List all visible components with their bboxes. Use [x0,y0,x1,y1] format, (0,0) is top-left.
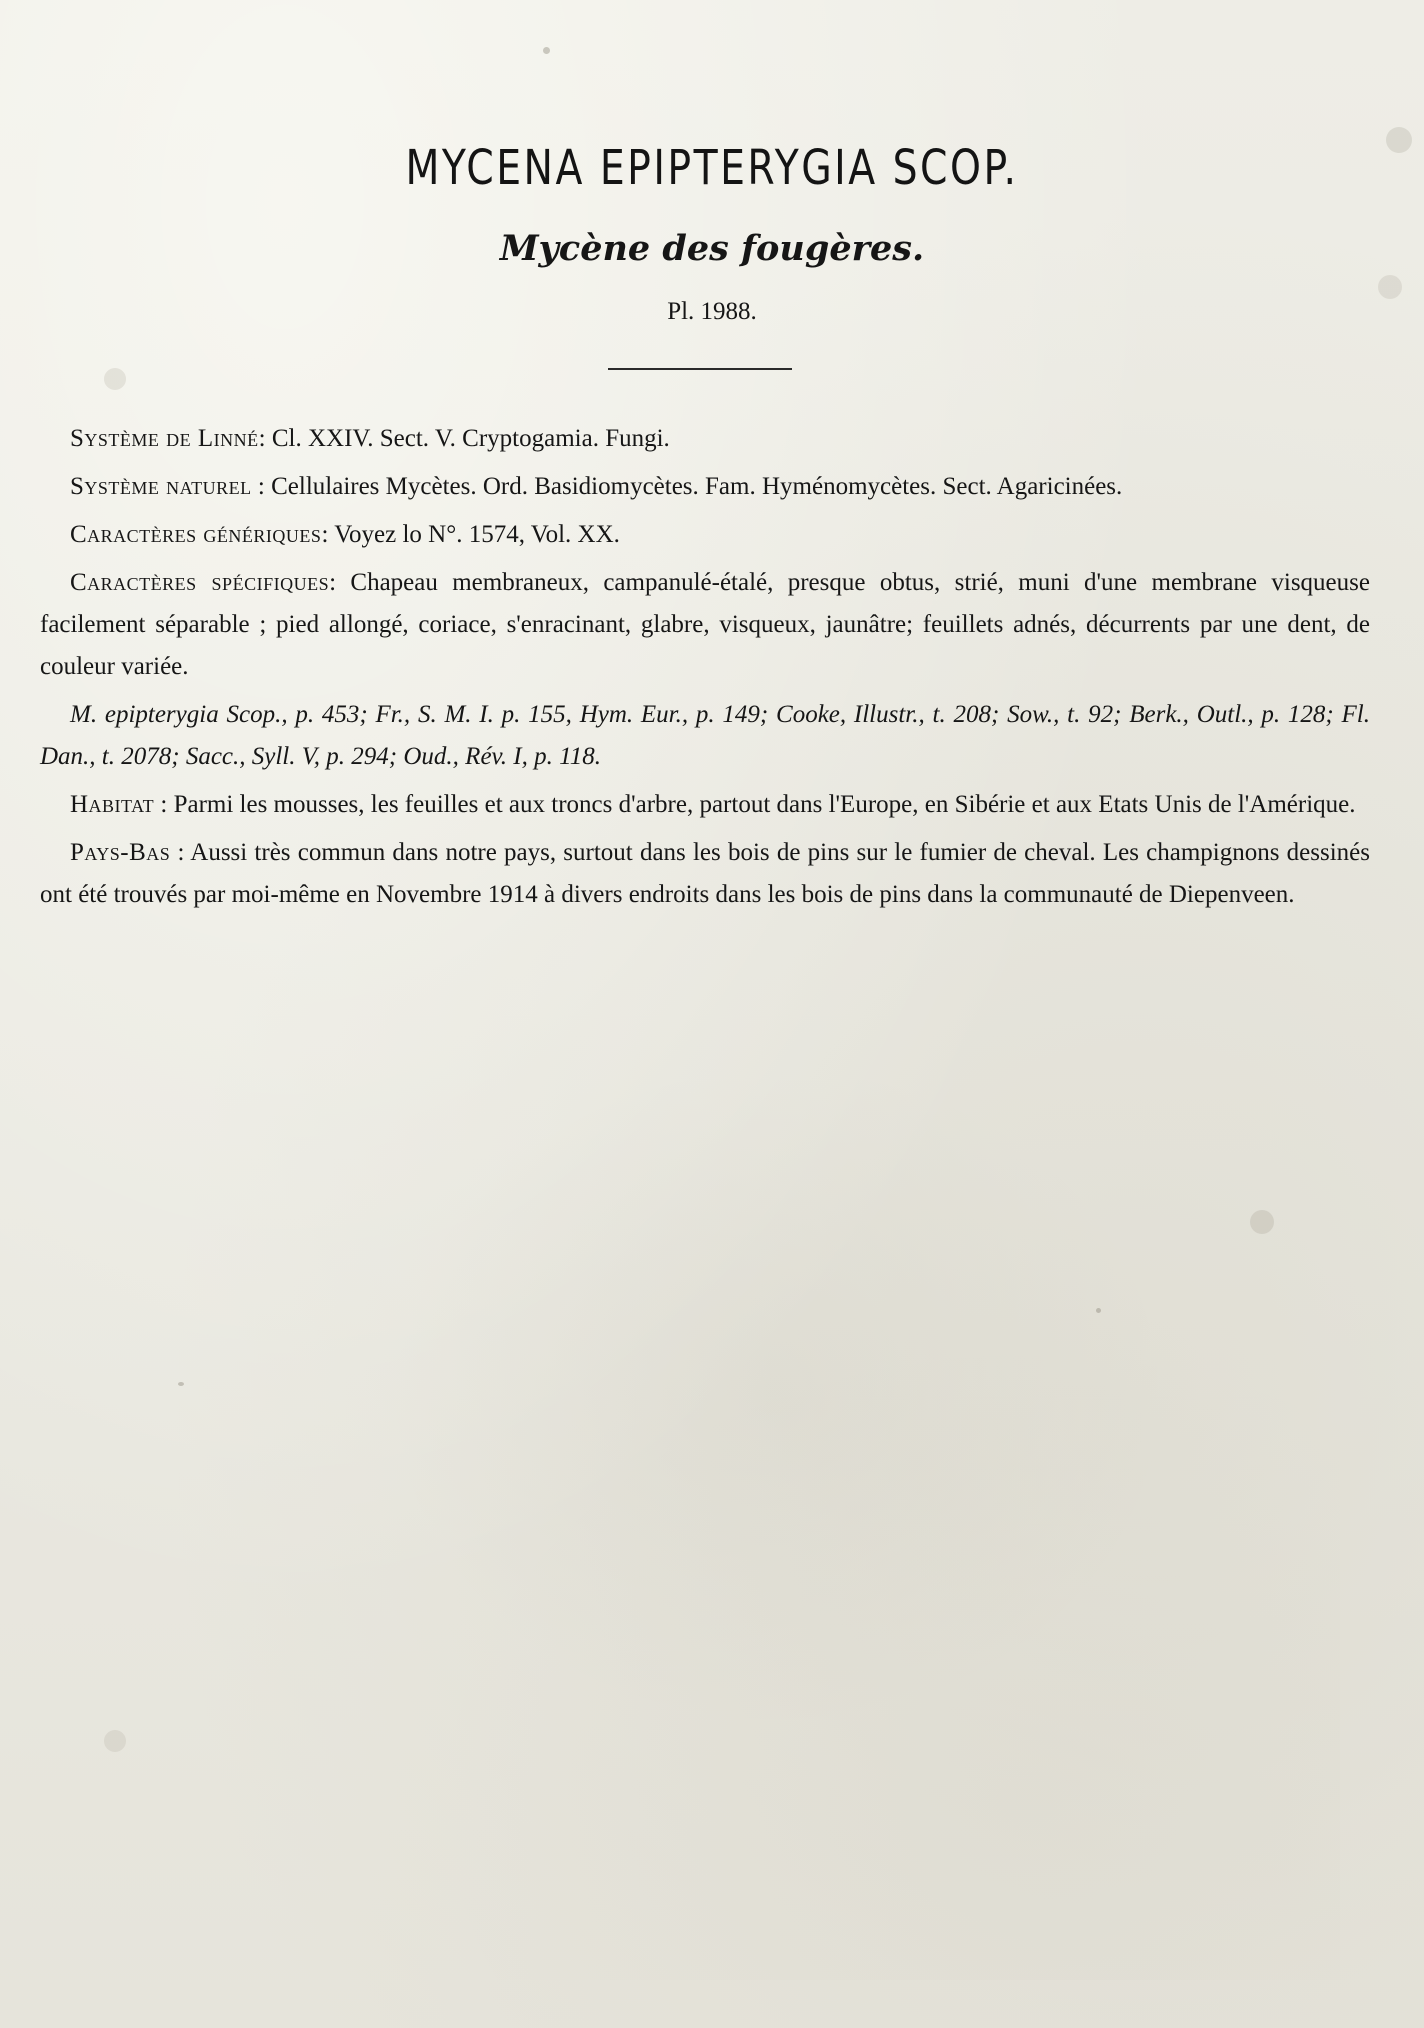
section-text: Chapeau membraneux, campanulé-étalé, presque obtus, strié, muni d'une membrane visqueuse facilement séparable ; pied allongé, coriace, s'enracinant, glabre, visqueux, jaunâtre; feuillets adnés, décurrents par une dent, de couleur variée. [40,569,1370,680]
paper-spot [1096,1308,1101,1313]
paragraph-systeme-naturel [40,466,1370,508]
title-rule [608,368,792,370]
paper-spot [1386,127,1412,153]
section-text: Aussi très commun dans notre pays, surtout dans les bois de pins sur le fumier de cheval. Les champignons dessinés ont été trouvés par moi-même en Novembre 1914 à divers endroits dans les bois de pins dans la communauté de Diepenveen. [40,839,1370,908]
section-separator: : [170,839,191,866]
plate-number: Pl. 1988. [667,298,757,325]
section-text: Cellulaires Mycètes. Ord. Basidiomycètes. Fam. Hyménomycètes. Sect. Agaricinées. [271,473,1123,500]
section-label: Système de Linné [70,425,259,452]
paragraph-habitat [40,784,1370,826]
body-text [40,418,1370,922]
paragraph-references [40,694,1370,778]
section-label: Caractères spécifiques [70,569,330,596]
section-separator: : [329,569,351,596]
bleed-through-texture [90,1080,1340,1980]
paragraph-caracteres-generiques [40,514,1370,556]
section-label: Habitat [70,791,155,818]
paragraph-pays-bas [40,832,1370,916]
page-title: MYCENA EPIPTERYGIA SCOP. [405,140,1019,196]
page-subtitle: Mycène des fougères. [499,228,925,269]
paper-spot [104,368,126,390]
section-label: Système naturel [70,473,252,500]
references-text: M. epipterygia Scop., p. 453; Fr., S. M. I. p. 155, Hym. Eur., p. 149; Cooke, Illustr., t. 208; Sow., t. 92; Berk., Outl., p. 128; Fl. Dan., t. 2078; Sacc., Syll. V, p. 294; Oud., Rév. I, p. 118. [40,701,1370,770]
section-separator: : [251,473,272,500]
section-text: Cl. XXIV. Sect. V. Cryptogamia. Fungi. [271,425,670,452]
paragraph-caracteres-specifiques [40,562,1370,688]
section-text: Voyez lo N°. 1574, Vol. XX. [334,521,620,548]
section-separator: : [258,425,272,452]
paper-spot [1250,1210,1274,1234]
paper-spot [178,1382,184,1386]
section-separator: : [321,521,335,548]
paper-spot [543,47,550,54]
section-label: Pays-Bas [70,839,171,866]
paper-spot [104,1730,126,1752]
section-label: Caractères génériques [70,521,322,548]
section-separator: : [154,791,174,818]
section-text: Parmi les mousses, les feuilles et aux troncs d'arbre, partout dans l'Europe, en Sibérie et aux Etats Unis de l'Amérique. [173,791,1356,818]
paper-spot [1378,275,1402,299]
paragraph-systeme-linne [40,418,1370,460]
